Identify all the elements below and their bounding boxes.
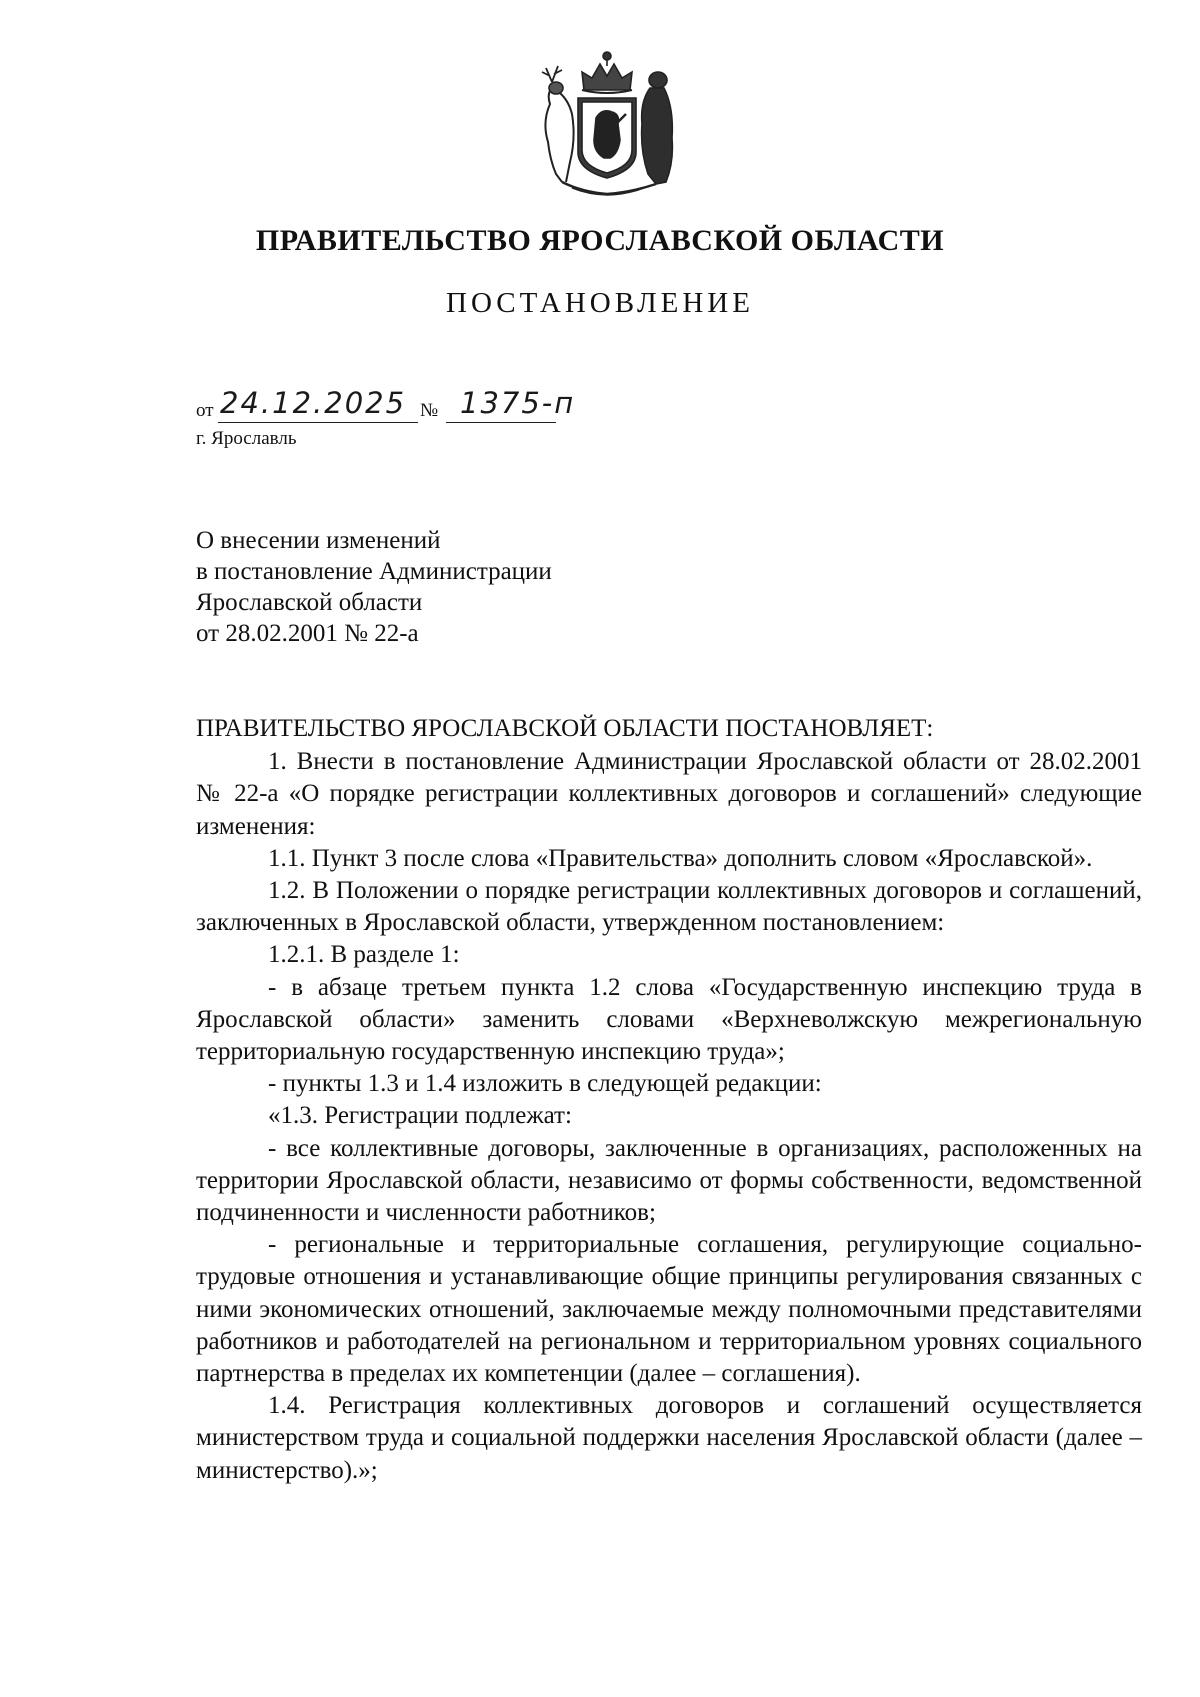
handwritten-number: 1375-п	[460, 386, 576, 420]
body-paragraph: «1.3. Регистрации подлежат:	[268, 1102, 572, 1130]
subject-line: от 28.02.2001 № 22-а	[196, 620, 419, 647]
document-subject	[196, 525, 552, 649]
body-paragraph: 1.1. Пункт 3 после слова «Правительства» дополнить словом «Ярославской».	[268, 844, 1093, 872]
document-type: ПОСТАНОВЛЕНИЕ	[446, 287, 754, 319]
subject-line: О внесении изменений	[196, 527, 441, 554]
body-paragraph: 1.2.1. В разделе 1:	[268, 941, 460, 969]
number-label: №	[420, 400, 439, 421]
coat-of-arms-icon	[532, 42, 682, 202]
city: г. Ярославль	[196, 428, 297, 449]
date-underline	[218, 422, 418, 423]
body-paragraph: - все коллективные договоры, заключенные в организациях, расположенных на территории Ярославской области, независимо от формы собственности, ведомственной подчиненности и численности работников;	[196, 1134, 1142, 1227]
government-title: ПРАВИТЕЛЬСТВО ЯРОСЛАВСКОЙ ОБЛАСТИ	[255, 224, 945, 257]
body-paragraph: - пункты 1.3 и 1.4 изложить в следующей редакции:	[268, 1070, 822, 1098]
body-paragraph: 1.4. Регистрация коллективных договоров и соглашений осуществляется министерством труда и социальной поддержки населения Ярославской области (далее – министерство).»;	[196, 1392, 1142, 1484]
body-paragraph: 1.2. В Положении о порядке регистрации коллективных договоров и соглашений, заключенных в Ярославской области, утвержденном постановлением:	[196, 877, 1142, 937]
subject-line: в постановление Администрации	[196, 558, 552, 585]
document-body	[196, 713, 1142, 1487]
body-paragraph: 1. Внести в постановление Администрации Ярославской области от 28.02.2001 № 22-а «О порядке регистрации коллективных договоров и соглашений» следующие изменения:	[196, 748, 1142, 840]
handwritten-date: 24.12.2025	[220, 386, 407, 420]
body-paragraph: - региональные и территориальные соглашения, регулирующие социально-трудовые отношения и устанавливающие общие принципы регулирования связанных с ними экономических отношений, заключаемые между полномочными представителями работников и работодателей на региональном и территориальном уровнях социального партнерства в пределах их компетенции (далее – соглашения).	[196, 1231, 1142, 1388]
body-paragraph: - в абзаце третьем пункта 1.2 слова «Государственную инспекцию труда в Ярославской области» заменить словами «Верхневолжскую межрегиональную территориальную государственную инспекцию труда»;	[196, 973, 1142, 1066]
subject-line: Ярославской области	[196, 589, 423, 616]
number-underline	[446, 422, 556, 423]
decree-statement: ПРАВИТЕЛЬСТВО ЯРОСЛАВСКОЙ ОБЛАСТИ ПОСТАНОВЛЯЕТ:	[196, 715, 934, 742]
date-prefix: от	[196, 400, 214, 421]
